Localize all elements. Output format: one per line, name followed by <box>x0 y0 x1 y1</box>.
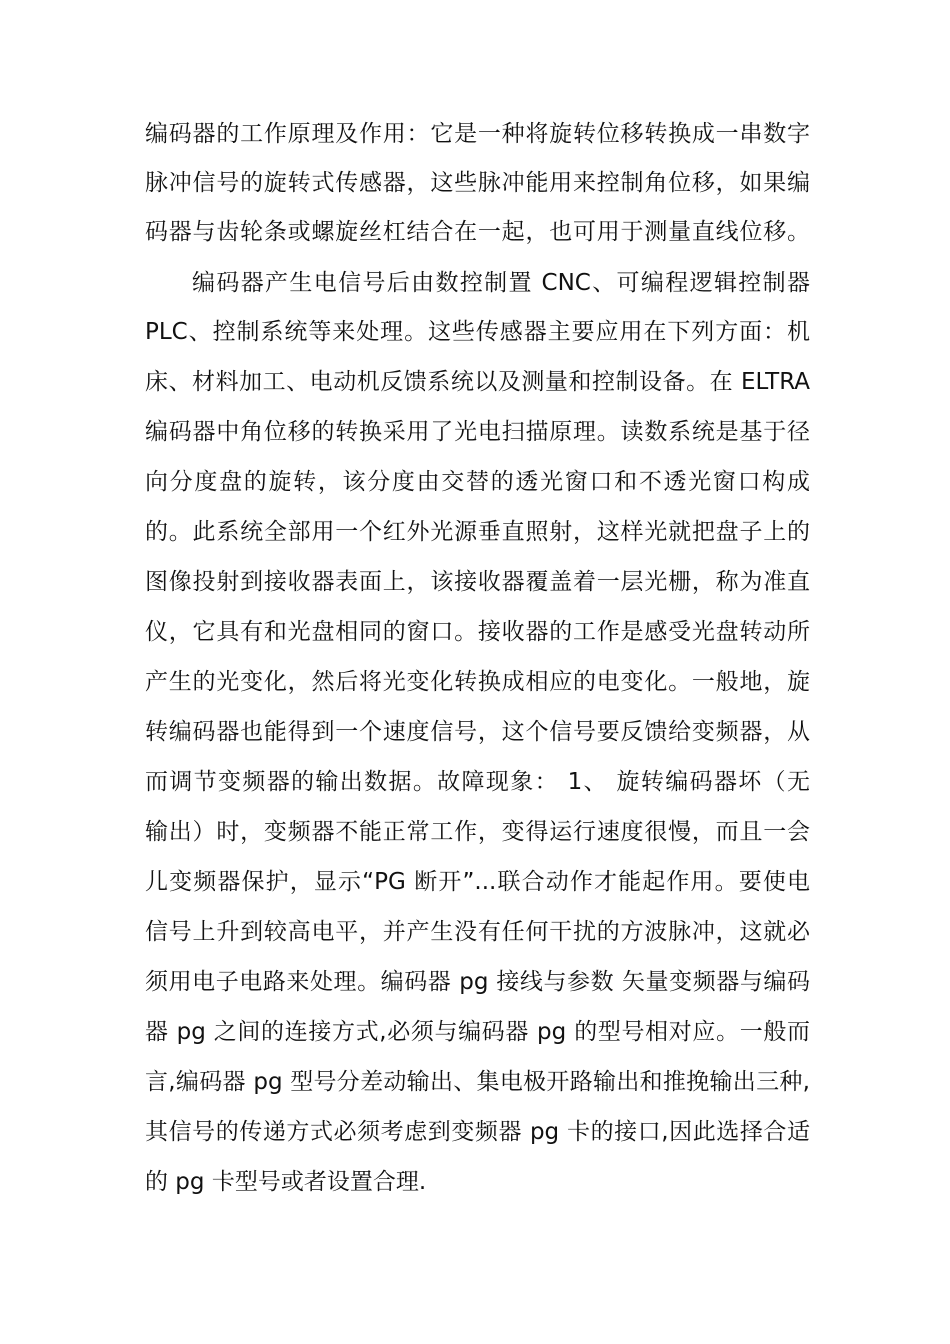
text-line: 编码器的工作原理及作用：它是一种将旋转位移转换成一串数字 <box>145 121 810 147</box>
text-line: 信号上升到较高电平，并产生没有任何干扰的方波脉冲，这就必 <box>145 919 810 945</box>
text-line: 的 pg 卡型号或者设置合理. <box>145 1169 427 1195</box>
text-line: 码器与齿轮条或螺旋丝杠结合在一起，也可用于测量直线位移。 <box>145 219 810 245</box>
text-line: 输出）时，变频器不能正常工作，变得运行速度很慢，而且一会 <box>145 819 810 845</box>
text-line: 向分度盘的旋转，该分度由交替的透光窗口和不透光窗口构成 <box>145 469 810 495</box>
text-line: 图像投射到接收器表面上，该接收器覆盖着一层光栅，称为准直 <box>145 569 810 595</box>
text-line: 须用电子电路来处理。编码器 pg 接线与参数 矢量变频器与编码 <box>145 969 810 995</box>
text-line: 脉冲信号的旋转式传感器，这些脉冲能用来控制角位移，如果编 <box>145 170 810 196</box>
text-line: 产生的光变化，然后将光变化转换成相应的电变化。一般地，旋 <box>145 669 810 695</box>
text-line: PLC、控制系统等来处理。这些传感器主要应用在下列方面：机 <box>145 319 810 345</box>
text-line: 器 pg 之间的连接方式,必须与编码器 pg 的型号相对应。一般而 <box>145 1019 810 1045</box>
text-line: 仪，它具有和光盘相同的窗口。接收器的工作是感受光盘转动所 <box>145 619 810 645</box>
text-line: 的。此系统全部用一个红外光源垂直照射，这样光就把盘子上的 <box>145 519 810 545</box>
text-line: 编码器产生电信号后由数控制置 CNC、可编程逻辑控制器 <box>192 270 810 296</box>
text-line: 床、材料加工、电动机反馈系统以及测量和控制设备。在 ELTRA <box>145 369 810 395</box>
text-line: 言,编码器 pg 型号分差动输出、集电极开路输出和推挽输出三种, <box>145 1069 810 1095</box>
text-line: 编码器中角位移的转换采用了光电扫描原理。读数系统是基于径 <box>145 419 810 445</box>
text-line: 而调节变频器的输出数据。故障现象： 1、 旋转编码器坏（无 <box>145 769 810 795</box>
text-line: 儿变频器保护，显示“PG 断开”...联合动作才能起作用。要使电 <box>145 869 810 895</box>
text-line: 其信号的传递方式必须考虑到变频器 pg 卡的接口,因此选择合适 <box>145 1119 810 1145</box>
text-line: 转编码器也能得到一个速度信号，这个信号要反馈给变频器，从 <box>145 719 810 745</box>
